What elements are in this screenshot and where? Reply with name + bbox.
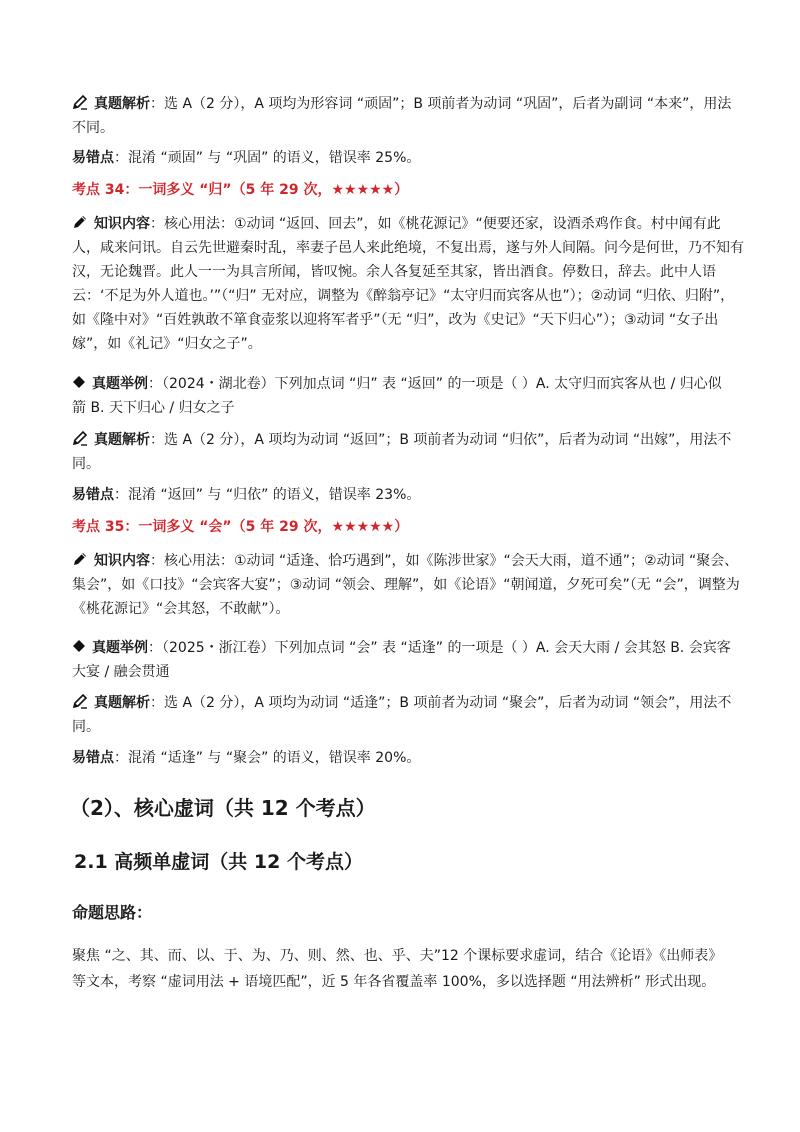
subsection-heading: 2.1 高频单虚词（共 12 个考点） (74, 851, 363, 873)
example-text: ：（2025・浙江卷）下列加点词 “会” 表 “适逢” 的一项是（ ）A. 会天大雨 / 会其怒 B. 会宾客大宴 / 融会贯通 (72, 640, 731, 680)
analysis-label: 真题解析 (94, 432, 150, 448)
analysis-label: 真题解析 (94, 695, 150, 711)
diamond-bullet-icon (72, 638, 86, 654)
error-point-paragraph (72, 146, 420, 170)
analysis-label: 真题解析 (94, 96, 150, 112)
knowledge-text: ：核心用法：①动词 “返回、回去”，如《桃花源记》“便要还家，设酒杀鸡作食。村中闻有此人，咸来问讯。自云先世避秦时乱，率妻子邑人来此绝境，不复出焉，遂与外人间隔。问今是何世，乃不知有汉，无论魏晋。此人一一为具言所闻，皆叹惋。余人各复延至其家，皆出酒食。停数日，辞去。此中人语云：‘不足为外人道也。’”（“归” 无对应，调整为《醉翁亭记》“太守归而宾客从也”）；②动词 “归依、归附”，如《隆中对》“百姓孰敢不箪食壶浆以迎将军者乎”（无 “归”，改为《史记》“天下归心”）；③动词 “女子出嫁”，如《礼记》“归女之子”。 (72, 216, 744, 352)
analysis-text: ：选 A（2 分），A 项均为形容词 “顽固”；B 项前者为动词 “巩固”，后者为副词 “本来”，用法不同。 (72, 96, 732, 136)
pencil-edit-icon (72, 430, 88, 446)
analysis-text: ：选 A（2 分），A 项均为动词 “适逢”；B 项前者为动词 “聚会”，后者为动词 “领会”，用法不同。 (72, 695, 732, 735)
error-point-paragraph-35 (72, 746, 420, 770)
section-heading: （2）、核心虚词（共 12 个考点） (70, 796, 376, 820)
analysis-paragraph-35 (72, 691, 732, 739)
error-label: 易错点 (72, 750, 114, 766)
error-text: ：混淆 “顽固” 与 “巩固” 的语义，错误率 25%。 (114, 150, 421, 166)
analysis-paragraph (72, 92, 732, 140)
example-label: 真题举例 (92, 376, 148, 392)
pen-icon (72, 214, 88, 230)
knowledge-paragraph-34 (72, 212, 744, 356)
idea-paragraph: 聚焦 “之、其、而、以、于、为、乃、则、然、也、乎、夫”12 个课标要求虚词，结合《论语》《出师表》等文本，考察 “虚词用法 + 语境匹配”，近 5 年各省覆盖率 100%，多以选择题 “用法辨析” 形式出现。 (72, 948, 723, 990)
knowledge-text: ：核心用法：①动词 “适逢、恰巧遇到”，如《陈涉世家》“会天大雨，道不通”；②动词 “聚会、集会”，如《口技》“会宾客大宴”；③动词 “领会、理解”，如《论语》“朝闻道，夕死可矣”（无 “会”，调整为《桃花源记》“会其怒，不敢献”）。 (72, 553, 740, 617)
error-text: ：混淆 “适逢” 与 “聚会” 的语义，错误率 20%。 (114, 750, 421, 766)
idea-heading: 命题思路： (72, 903, 153, 922)
pencil-edit-icon (72, 693, 88, 709)
diamond-bullet-icon (72, 374, 86, 390)
knowledge-label: 知识内容 (94, 553, 150, 569)
error-label: 易错点 (72, 150, 114, 166)
example-paragraph-35 (72, 636, 732, 684)
knowledge-label: 知识内容 (94, 216, 150, 232)
example-text: ：（2024・湖北卷）下列加点词 “归” 表 “返回” 的一项是（ ）A. 太守归而宾客从也 / 归心似箭 B. 天下归心 / 归女之子 (72, 376, 722, 416)
error-text: ：混淆 “返回” 与 “归依” 的语义，错误率 23%。 (114, 487, 421, 503)
analysis-text: ：选 A（2 分），A 项均为动词 “返回”；B 项前者为动词 “归依”，后者为动词 “出嫁”，用法不同。 (72, 432, 732, 472)
pen-icon (72, 551, 88, 567)
error-point-paragraph-34 (72, 483, 420, 507)
error-label: 易错点 (72, 487, 114, 503)
knowledge-paragraph-35 (72, 549, 748, 621)
point-34-title: 考点 34：一词多义 “归”（5 年 29 次，★★★★★） (72, 182, 409, 198)
point-35-title: 考点 35：一词多义 “会”（5 年 29 次，★★★★★） (72, 519, 409, 535)
example-paragraph-34 (72, 372, 732, 420)
analysis-paragraph-34 (72, 428, 732, 476)
pencil-edit-icon (72, 94, 88, 110)
example-label: 真题举例 (92, 640, 148, 656)
